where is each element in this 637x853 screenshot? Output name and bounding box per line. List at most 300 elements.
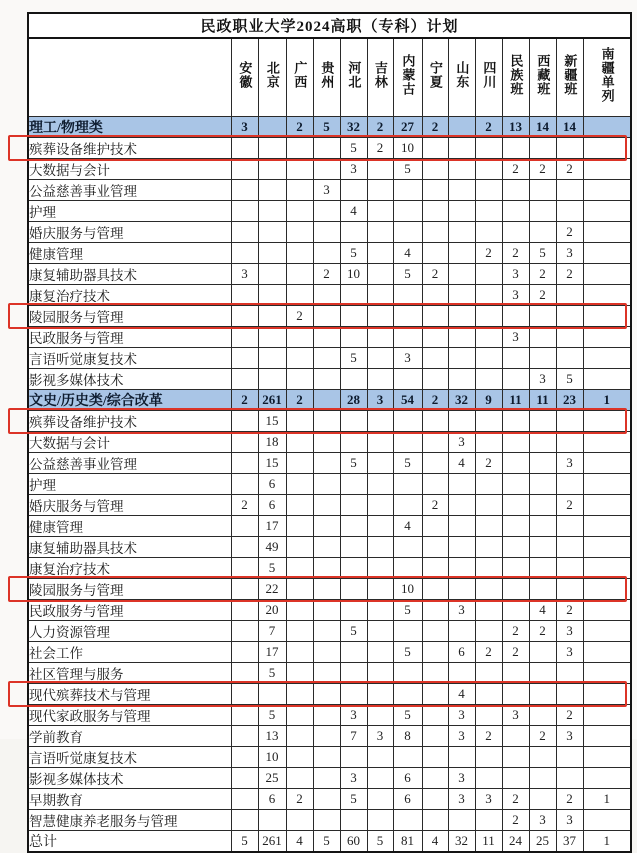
cell [448, 537, 475, 558]
cell [258, 222, 286, 243]
cell: 261 [258, 831, 286, 853]
cell [286, 411, 313, 432]
cell [422, 789, 448, 810]
cell [340, 516, 367, 537]
cell [448, 117, 475, 138]
row-label: 康复治疗技术 [28, 285, 231, 306]
cell [475, 474, 502, 495]
cell: 3 [556, 726, 583, 747]
cell [393, 327, 422, 348]
cell [367, 537, 393, 558]
cell [583, 684, 631, 705]
cell: 4 [340, 201, 367, 222]
table-row [28, 243, 631, 264]
cell: 2 [286, 390, 313, 411]
cell: 28 [340, 390, 367, 411]
table-row [28, 621, 631, 642]
cell [422, 768, 448, 789]
row-label: 人力资源管理 [28, 621, 231, 642]
cell [231, 810, 258, 831]
cell [393, 201, 422, 222]
section-row [28, 117, 631, 138]
cell [231, 138, 258, 159]
cell [422, 516, 448, 537]
cell [502, 516, 529, 537]
cell [258, 810, 286, 831]
col-header [556, 38, 583, 117]
cell: 2 [475, 642, 502, 663]
corner-cell [28, 38, 231, 117]
cell [286, 579, 313, 600]
cell [367, 453, 393, 474]
cell [231, 243, 258, 264]
cell [313, 705, 340, 726]
cell [583, 474, 631, 495]
table-row [28, 432, 631, 453]
cell: 4 [393, 516, 422, 537]
cell [286, 159, 313, 180]
cell [393, 663, 422, 684]
table-row [28, 516, 631, 537]
cell [502, 369, 529, 390]
cell [340, 684, 367, 705]
cell [583, 558, 631, 579]
cell [583, 201, 631, 222]
cell [529, 201, 556, 222]
cell: 2 [502, 642, 529, 663]
col-header [422, 38, 448, 117]
cell [529, 327, 556, 348]
cell [502, 726, 529, 747]
table-row [28, 810, 631, 831]
cell [448, 558, 475, 579]
table-row [28, 285, 631, 306]
cell [313, 726, 340, 747]
row-label: 婚庆服务与管理 [28, 495, 231, 516]
cell: 4 [286, 831, 313, 853]
cell [448, 327, 475, 348]
cell [475, 159, 502, 180]
row-label: 学前教育 [28, 726, 231, 747]
cell [313, 222, 340, 243]
cell [393, 537, 422, 558]
cell: 3 [475, 789, 502, 810]
cell: 5 [393, 264, 422, 285]
cell: 2 [529, 726, 556, 747]
cell [583, 222, 631, 243]
cell [422, 432, 448, 453]
row-label: 文史/历史类/综合改革 [28, 390, 231, 411]
cell [502, 747, 529, 768]
cell [313, 579, 340, 600]
cell: 5 [258, 705, 286, 726]
cell [340, 180, 367, 201]
row-label: 大数据与会计 [28, 159, 231, 180]
cell [286, 558, 313, 579]
col-header-label: 南疆单列 [599, 47, 615, 103]
cell [422, 180, 448, 201]
cell [313, 243, 340, 264]
col-header-label: 新疆班 [562, 54, 578, 96]
cell [583, 705, 631, 726]
cell [475, 327, 502, 348]
cell [393, 369, 422, 390]
cell: 18 [258, 432, 286, 453]
column-header-row [28, 38, 631, 117]
cell [367, 642, 393, 663]
cell [448, 411, 475, 432]
cell: 3 [556, 810, 583, 831]
cell: 7 [340, 726, 367, 747]
cell [340, 474, 367, 495]
cell: 3 [448, 789, 475, 810]
cell [313, 516, 340, 537]
cell: 5 [393, 453, 422, 474]
cell [231, 747, 258, 768]
cell [448, 138, 475, 159]
cell: 15 [258, 411, 286, 432]
cell [448, 264, 475, 285]
cell [367, 369, 393, 390]
cell: 2 [502, 159, 529, 180]
table-row [28, 537, 631, 558]
cell [231, 411, 258, 432]
cell [313, 201, 340, 222]
row-label: 影视多媒体技术 [28, 768, 231, 789]
cell [556, 663, 583, 684]
cell [258, 348, 286, 369]
cell [231, 600, 258, 621]
cell [502, 306, 529, 327]
cell: 2 [422, 390, 448, 411]
cell: 6 [258, 789, 286, 810]
cell [529, 768, 556, 789]
cell [313, 138, 340, 159]
row-label: 社区管理与服务 [28, 663, 231, 684]
cell [258, 117, 286, 138]
cell [367, 663, 393, 684]
cell [231, 159, 258, 180]
col-header-label: 山东 [454, 61, 470, 89]
cell [286, 369, 313, 390]
cell: 5 [393, 600, 422, 621]
cell [367, 768, 393, 789]
cell [367, 747, 393, 768]
cell: 5 [393, 705, 422, 726]
cell: 27 [393, 117, 422, 138]
cell [231, 516, 258, 537]
cell: 2 [422, 264, 448, 285]
cell [556, 327, 583, 348]
cell [367, 264, 393, 285]
cell: 2 [529, 159, 556, 180]
cell: 5 [340, 789, 367, 810]
cell [475, 705, 502, 726]
cell [583, 411, 631, 432]
cell [231, 180, 258, 201]
row-label: 现代家政服务与管理 [28, 705, 231, 726]
cell: 3 [448, 600, 475, 621]
cell [422, 600, 448, 621]
cell: 3 [502, 705, 529, 726]
cell [258, 243, 286, 264]
cell [475, 684, 502, 705]
cell [422, 579, 448, 600]
cell: 10 [393, 138, 422, 159]
cell: 5 [556, 369, 583, 390]
row-label: 康复辅助器具技术 [28, 537, 231, 558]
cell [529, 222, 556, 243]
cell [556, 684, 583, 705]
cell [286, 453, 313, 474]
table-row [28, 495, 631, 516]
table-row [28, 159, 631, 180]
cell [475, 285, 502, 306]
cell [583, 621, 631, 642]
cell [502, 579, 529, 600]
cell [313, 600, 340, 621]
table-row [28, 726, 631, 747]
cell [393, 747, 422, 768]
cell: 6 [393, 768, 422, 789]
cell [502, 474, 529, 495]
table-title: 民政职业大学2024高职（专科）计划 [28, 13, 631, 38]
cell: 4 [448, 684, 475, 705]
cell: 23 [556, 390, 583, 411]
cell: 2 [367, 117, 393, 138]
cell [422, 369, 448, 390]
cell [286, 621, 313, 642]
cell [313, 621, 340, 642]
cell: 2 [529, 264, 556, 285]
cell: 13 [258, 726, 286, 747]
cell [529, 705, 556, 726]
cell [448, 243, 475, 264]
cell: 3 [367, 726, 393, 747]
col-header [475, 38, 502, 117]
cell [313, 768, 340, 789]
cell: 20 [258, 600, 286, 621]
cell: 17 [258, 516, 286, 537]
cell [583, 600, 631, 621]
cell [529, 432, 556, 453]
cell [340, 432, 367, 453]
cell [583, 579, 631, 600]
cell: 3 [529, 810, 556, 831]
cell: 2 [475, 453, 502, 474]
cell: 8 [393, 726, 422, 747]
cell [583, 348, 631, 369]
table-row [28, 705, 631, 726]
cell [448, 810, 475, 831]
cell: 2 [422, 117, 448, 138]
cell [475, 768, 502, 789]
cell [422, 201, 448, 222]
cell: 5 [313, 831, 340, 853]
cell [231, 726, 258, 747]
cell: 5 [258, 663, 286, 684]
cell [367, 474, 393, 495]
cell: 49 [258, 537, 286, 558]
cell: 5 [393, 159, 422, 180]
cell: 2 [475, 117, 502, 138]
cell [502, 201, 529, 222]
cell [475, 369, 502, 390]
cell [231, 369, 258, 390]
cell: 2 [502, 789, 529, 810]
cell [313, 306, 340, 327]
cell [313, 285, 340, 306]
cell [231, 663, 258, 684]
cell [340, 285, 367, 306]
table-row [28, 369, 631, 390]
cell: 15 [258, 453, 286, 474]
table-row [28, 453, 631, 474]
row-label: 言语听觉康复技术 [28, 348, 231, 369]
cell [583, 369, 631, 390]
cell [231, 789, 258, 810]
cell [529, 537, 556, 558]
table-row [28, 747, 631, 768]
cell [286, 642, 313, 663]
cell [502, 432, 529, 453]
cell [258, 684, 286, 705]
col-header [393, 38, 422, 117]
cell: 13 [502, 117, 529, 138]
total-row [28, 831, 631, 853]
col-header [502, 38, 529, 117]
cell [340, 642, 367, 663]
cell [583, 327, 631, 348]
cell [422, 663, 448, 684]
cell [286, 495, 313, 516]
cell [583, 495, 631, 516]
cell [422, 306, 448, 327]
cell [448, 663, 475, 684]
cell: 1 [583, 831, 631, 853]
cell [529, 495, 556, 516]
col-header [448, 38, 475, 117]
cell [422, 348, 448, 369]
cell [529, 453, 556, 474]
cell: 10 [393, 579, 422, 600]
cell [393, 621, 422, 642]
cell: 3 [448, 705, 475, 726]
cell [502, 600, 529, 621]
cell [448, 285, 475, 306]
row-label: 总计 [28, 831, 231, 853]
cell [529, 663, 556, 684]
cell [313, 663, 340, 684]
cell [502, 138, 529, 159]
cell: 22 [258, 579, 286, 600]
cell [393, 432, 422, 453]
cell: 2 [475, 726, 502, 747]
cell: 4 [422, 831, 448, 853]
cell [393, 222, 422, 243]
cell [340, 558, 367, 579]
row-label: 现代殡葬技术与管理 [28, 684, 231, 705]
cell [448, 180, 475, 201]
cell [529, 684, 556, 705]
cell [583, 243, 631, 264]
cell: 4 [529, 600, 556, 621]
table-row [28, 222, 631, 243]
cell: 32 [340, 117, 367, 138]
cell: 3 [502, 327, 529, 348]
col-header [313, 38, 340, 117]
cell: 24 [502, 831, 529, 853]
cell [340, 411, 367, 432]
cell: 3 [556, 642, 583, 663]
cell [422, 726, 448, 747]
cell [448, 348, 475, 369]
col-header-label: 内蒙古 [400, 54, 416, 96]
cell [422, 327, 448, 348]
cell [367, 306, 393, 327]
cell [258, 180, 286, 201]
cell [231, 474, 258, 495]
cell [556, 348, 583, 369]
cell [313, 747, 340, 768]
cell [556, 516, 583, 537]
cell: 3 [367, 390, 393, 411]
cell [286, 768, 313, 789]
col-header-label: 四川 [481, 61, 497, 89]
cell [422, 705, 448, 726]
cell [422, 621, 448, 642]
cell [367, 705, 393, 726]
cell [502, 663, 529, 684]
cell [502, 537, 529, 558]
cell [529, 306, 556, 327]
cell [367, 810, 393, 831]
cell [367, 348, 393, 369]
cell [313, 789, 340, 810]
cell [583, 159, 631, 180]
cell [422, 453, 448, 474]
cell [422, 411, 448, 432]
cell: 9 [475, 390, 502, 411]
cell: 5 [313, 117, 340, 138]
cell: 2 [529, 285, 556, 306]
cell [583, 285, 631, 306]
cell: 5 [340, 348, 367, 369]
cell: 3 [448, 726, 475, 747]
cell [448, 579, 475, 600]
cell [475, 432, 502, 453]
cell: 2 [286, 789, 313, 810]
cell [556, 768, 583, 789]
cell: 3 [393, 348, 422, 369]
cell [367, 411, 393, 432]
title-row [28, 13, 631, 38]
cell [258, 369, 286, 390]
cell: 2 [286, 306, 313, 327]
col-header [286, 38, 313, 117]
cell: 11 [529, 390, 556, 411]
table-row [28, 201, 631, 222]
cell [583, 810, 631, 831]
cell: 3 [340, 705, 367, 726]
table-row [28, 768, 631, 789]
cell: 3 [448, 432, 475, 453]
cell: 10 [258, 747, 286, 768]
cell: 81 [393, 831, 422, 853]
cell: 3 [556, 453, 583, 474]
col-header-label: 宁夏 [427, 61, 443, 89]
cell: 5 [529, 243, 556, 264]
